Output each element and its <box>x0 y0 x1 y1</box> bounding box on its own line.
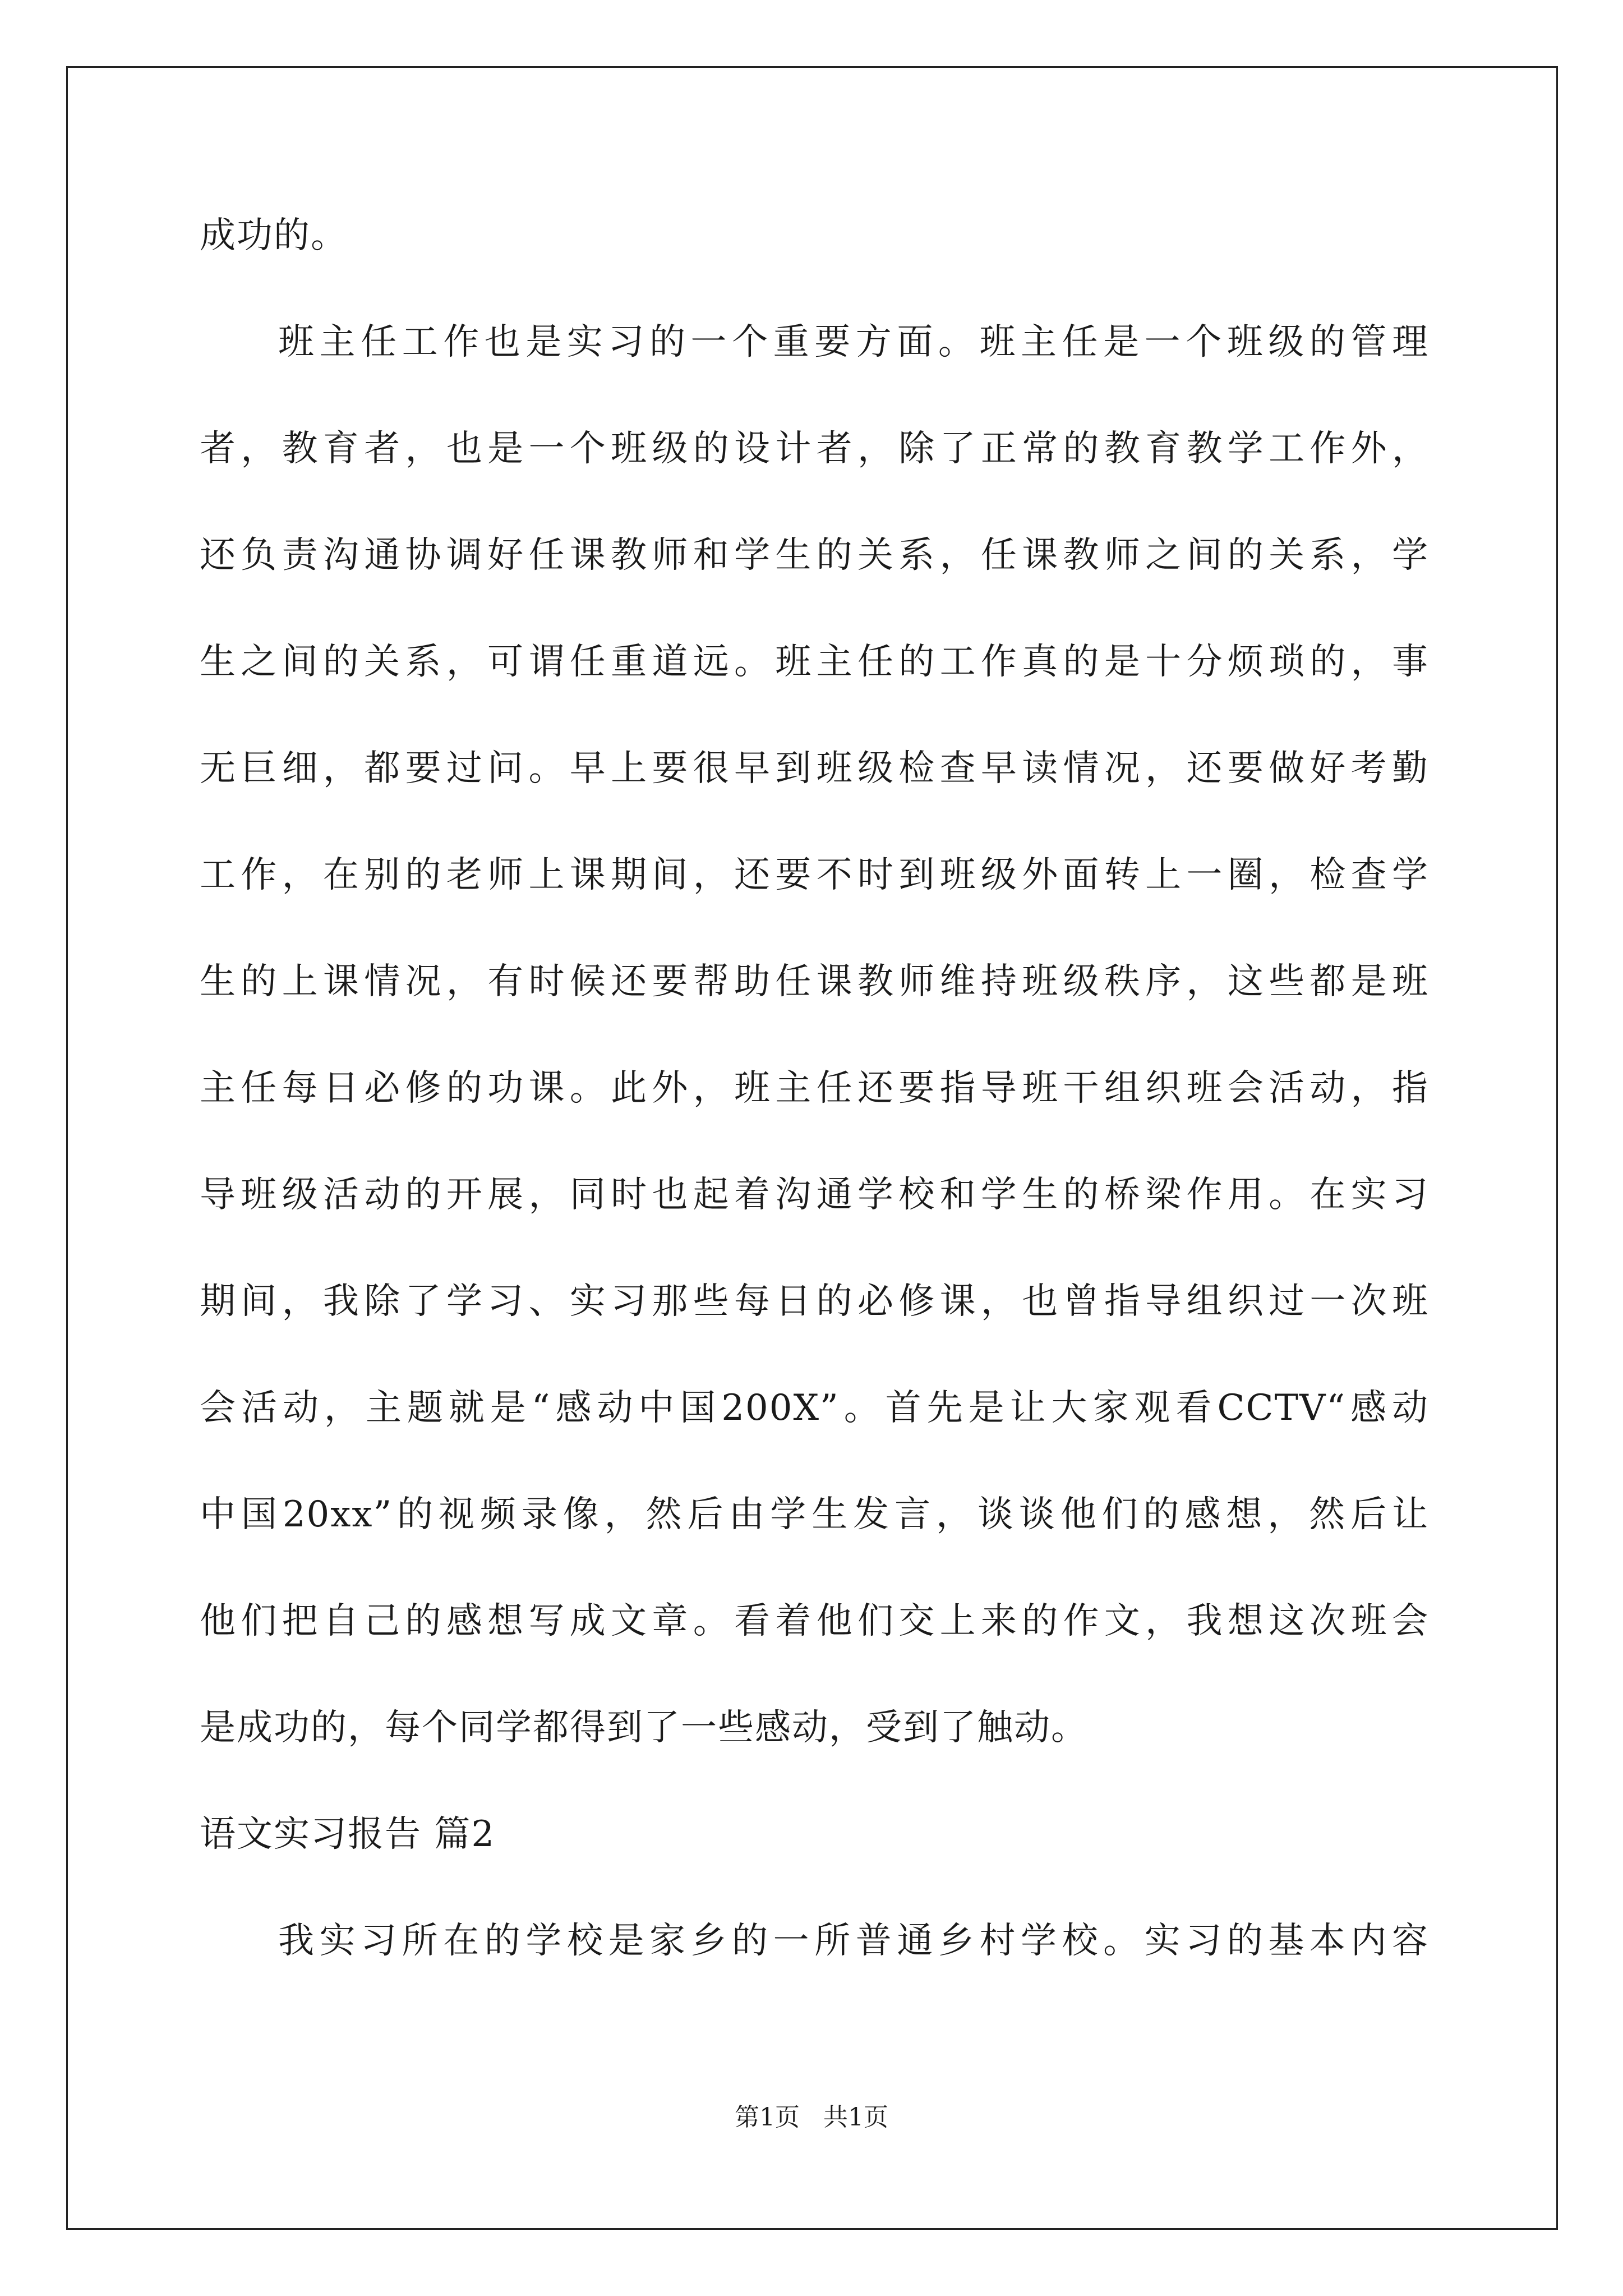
text-line: 还负责沟通协调好任课教师和学生的关系，任课教师之间的关系，学 <box>200 535 1429 576</box>
page-total: 共1页 <box>823 2103 888 2132</box>
page-footer <box>0 2101 1623 2134</box>
section-heading: 语文实习报告 篇2 <box>200 1814 496 1855</box>
text-line: 中国20xx”的视频录像，然后由学生发言，谈谈他们的感想，然后让 <box>200 1494 1429 1535</box>
text-line: 无巨细，都要过问。早上要很早到班级检查早读情况，还要做好考勤 <box>200 748 1429 789</box>
text-line: 导班级活动的开展，同时也起着沟通学校和学生的桥梁作用。在实习 <box>200 1174 1429 1216</box>
text-line: 生之间的关系，可谓任重道远。班主任的工作真的是十分烦琐的，事 <box>200 641 1429 683</box>
text-line: 他们把自己的感想写成文章。看着他们交上来的作文，我想这次班会 <box>200 1600 1429 1642</box>
paragraph-first-line: 我实习所在的学校是家乡的一所普通乡村学校。实习的基本内容 <box>278 1920 1429 1962</box>
footer-spacer <box>800 2103 823 2132</box>
text-line: 者，教育者，也是一个班级的设计者，除了正常的教育教学工作外， <box>200 428 1429 470</box>
text-line: 是成功的，每个同学都得到了一些感动，受到了触动。 <box>200 1707 1088 1749</box>
page-number: 第1页 <box>735 2103 800 2132</box>
paragraph-first-line: 班主任工作也是实习的一个重要方面。班主任是一个班级的管理 <box>278 321 1429 363</box>
text-line: 期间，我除了学习、实习那些每日的必修课，也曾指导组织过一次班 <box>200 1281 1429 1322</box>
text-line: 生的上课情况，有时候还要帮助任课教师维持班级秩序，这些都是班 <box>200 961 1429 1002</box>
text-line: 主任每日必修的功课。此外，班主任还要指导班干组织班会活动，指 <box>200 1068 1429 1109</box>
text-line: 会活动，主题就是“感动中国200X”。首先是让大家观看CCTV“感动 <box>200 1387 1429 1429</box>
text-line: 成功的。 <box>200 215 348 256</box>
text-line: 工作，在别的老师上课期间，还要不时到班级外面转上一圈，检查学 <box>200 854 1429 896</box>
page-border <box>66 66 1558 2230</box>
